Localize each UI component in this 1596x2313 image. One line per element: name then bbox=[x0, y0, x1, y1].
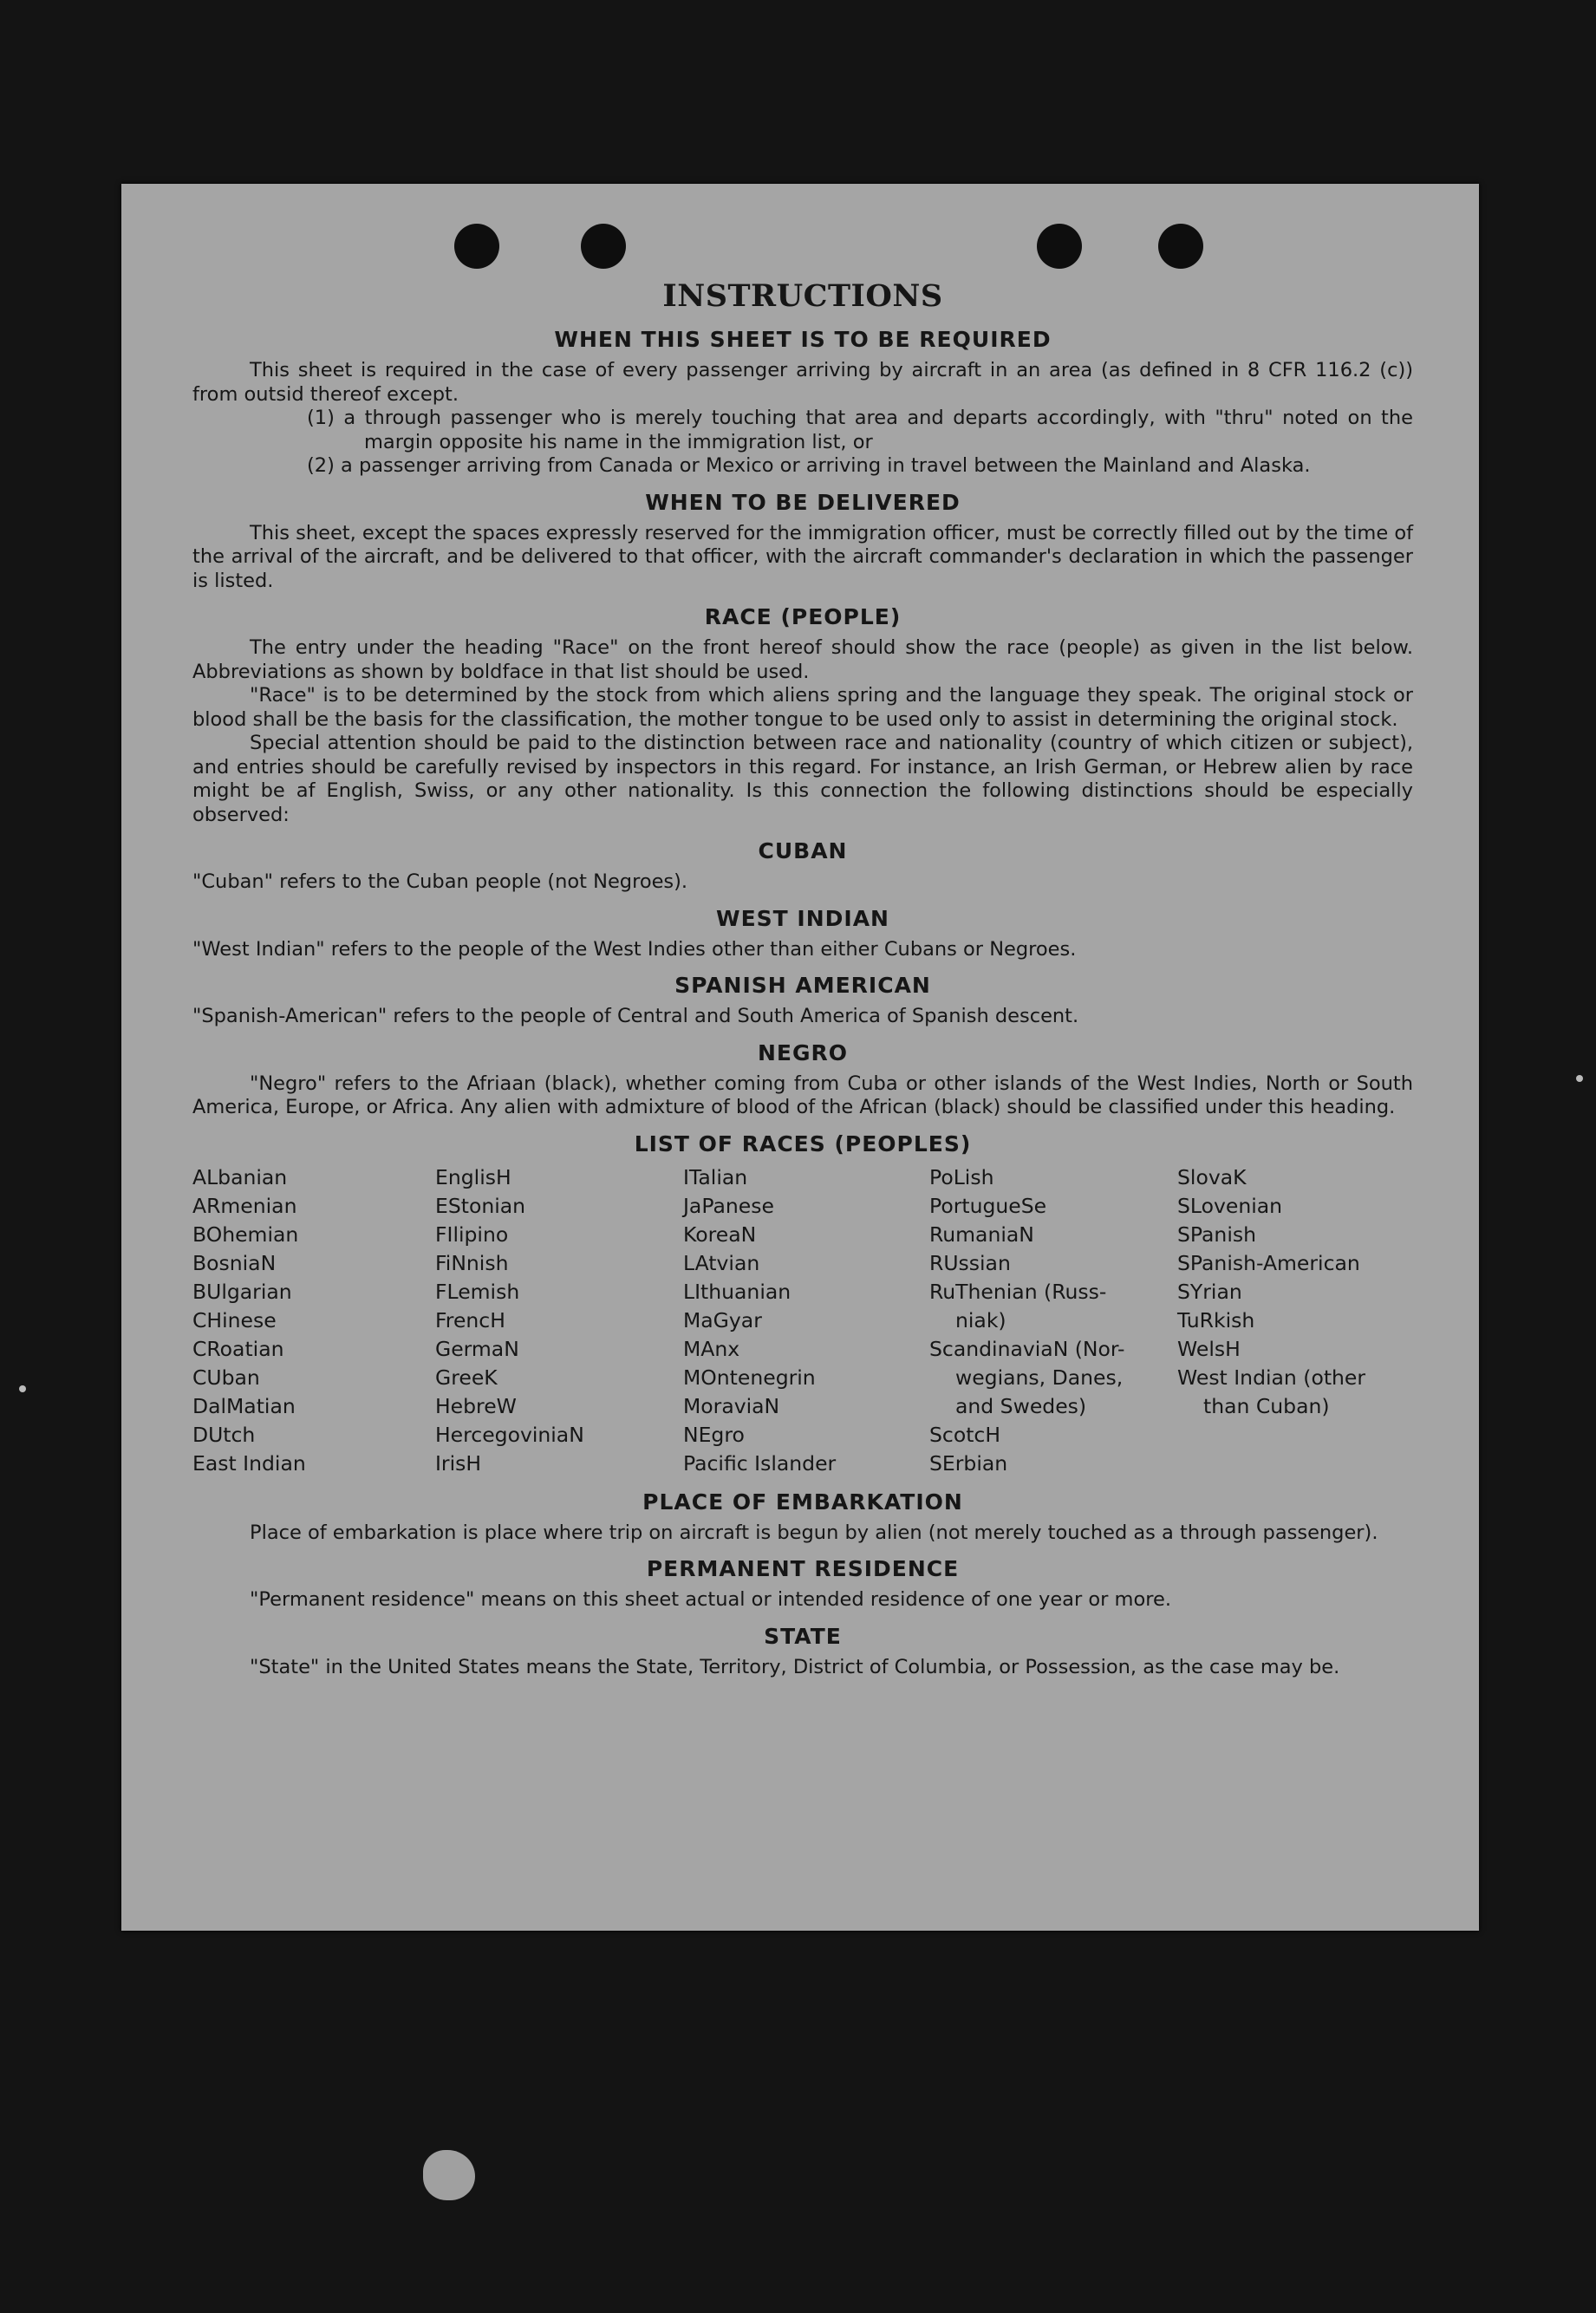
punch-hole bbox=[1037, 224, 1082, 269]
race-entry: MoraviaN bbox=[683, 1393, 780, 1418]
race-entry: FLemish bbox=[435, 1279, 520, 1304]
race-entry: ALbanian bbox=[192, 1164, 288, 1189]
races-column-3 bbox=[683, 1163, 929, 1478]
race-entry: SLovenian bbox=[1177, 1193, 1283, 1218]
race-entry: LAtvian bbox=[683, 1250, 760, 1275]
race-entry: FIlipino bbox=[435, 1222, 509, 1247]
heading-race: RACE (PEOPLE) bbox=[704, 604, 902, 629]
heading-negro: NEGRO bbox=[757, 1039, 849, 1065]
race-entry: MaGyar bbox=[683, 1307, 762, 1332]
cuban-text: "Cuban" refers to the Cuban people (not Negroes). bbox=[192, 870, 688, 893]
punch-hole bbox=[581, 224, 626, 269]
instructions-content bbox=[192, 277, 1413, 1679]
race-entry: EnglisH bbox=[435, 1164, 511, 1189]
heading-residence: PERMANENT RESIDENCE bbox=[646, 1556, 960, 1581]
race-entry: SErbian bbox=[929, 1450, 1008, 1476]
residence-text: "Permanent residence" means on this sheet actual or intended residence of one year or more. bbox=[250, 1588, 1171, 1611]
race-entry: SPanish bbox=[1177, 1222, 1256, 1247]
heading-state: STATE bbox=[764, 1623, 842, 1649]
race-entry: ITalian bbox=[683, 1164, 748, 1189]
race-entry: than Cuban) bbox=[1203, 1393, 1330, 1418]
race-entry: KoreaN bbox=[683, 1222, 757, 1247]
race-entry: CUban bbox=[192, 1365, 260, 1390]
race-entry: GermaN bbox=[435, 1336, 519, 1361]
race-entry: BUlgarian bbox=[192, 1279, 292, 1304]
heading-cuban: CUBAN bbox=[758, 838, 848, 863]
race-entry: IrisH bbox=[435, 1450, 482, 1476]
film-stain bbox=[423, 2150, 475, 2200]
race-entry: CRoatian bbox=[192, 1336, 284, 1361]
race-entry: RuThenian (Russ- bbox=[929, 1279, 1107, 1304]
race-entry: HercegoviniaN bbox=[435, 1422, 584, 1447]
page-title: INSTRUCTIONS bbox=[662, 278, 943, 314]
race-entry: and Swedes) bbox=[955, 1393, 1087, 1418]
race-entry: LIthuanian bbox=[683, 1279, 791, 1304]
race-entry: EStonian bbox=[435, 1193, 526, 1218]
races-column-1 bbox=[192, 1163, 435, 1478]
race-entry: BOhemian bbox=[192, 1222, 299, 1247]
negro-text: "Negro" refers to the Afriaan (black), whether coming from Cuba or other islands of the West Indies, North or South America, Europe, or Africa. Any alien with admixture of blood of the African (black) should be classified under this heading. bbox=[192, 1072, 1413, 1118]
required-item-1: (1) a through passenger who is merely touching that area and departs accordingly, with "thru" noted on the margin opposite his name in the immigration list, or bbox=[307, 407, 1413, 453]
race-entry: DUtch bbox=[192, 1422, 256, 1447]
required-item-2: (2) a passenger arriving from Canada or Mexico or arriving in travel between the Mainland and Alaska. bbox=[307, 454, 1311, 477]
race-entry: ARmenian bbox=[192, 1193, 297, 1218]
race-entry: FrencH bbox=[435, 1307, 505, 1332]
punch-hole bbox=[1158, 224, 1203, 269]
race-entry: BosniaN bbox=[192, 1250, 277, 1275]
heading-embarkation: PLACE OF EMBARKATION bbox=[642, 1489, 963, 1515]
race-entry: RUssian bbox=[929, 1250, 1011, 1275]
west-indian-text: "West Indian" refers to the people of the West Indies other than either Cubans or Negroes. bbox=[192, 937, 1077, 961]
races-column-5 bbox=[1177, 1163, 1413, 1478]
race-entry: SlovaK bbox=[1177, 1164, 1247, 1189]
race-entry: CHinese bbox=[192, 1307, 277, 1332]
race-entry: SPanish-American bbox=[1177, 1250, 1360, 1275]
race-entry: FiNnish bbox=[435, 1250, 509, 1275]
race-entry: ScotcH bbox=[929, 1422, 1001, 1447]
heading-required: WHEN THIS SHEET IS TO BE REQUIRED bbox=[554, 327, 1052, 352]
race-entry: RumaniaN bbox=[929, 1222, 1034, 1247]
required-intro: This sheet is required in the case of every passenger arriving by aircraft in an area (as defined in 8 CFR 116.2 (c)) from outsid thereof except. bbox=[192, 359, 1413, 406]
races-list bbox=[192, 1163, 1413, 1478]
race-entry: MOntenegrin bbox=[683, 1365, 816, 1390]
heading-west-indian: WEST INDIAN bbox=[716, 905, 889, 931]
race-entry: East Indian bbox=[192, 1450, 306, 1476]
race-entry: MAnx bbox=[683, 1336, 740, 1361]
race-entry: Pacific Islander bbox=[683, 1450, 837, 1476]
race-entry: SYrian bbox=[1177, 1279, 1242, 1304]
instruction-sheet bbox=[121, 184, 1479, 1931]
heading-list-of-races: LIST OF RACES (PEOPLES) bbox=[634, 1130, 972, 1156]
races-column-2 bbox=[435, 1163, 683, 1478]
race-entry: West Indian (other bbox=[1177, 1365, 1366, 1390]
race-paragraph-3: Special attention should be paid to the distinction between race and nationality (country of which citizen or subject), and entries should be carefully revised by inspectors in this regard. For instance, an Irish German, or Hebrew alien by race might be af English, Swiss, or any other nationality. Is this connection the following distinctions should be especially observed: bbox=[192, 732, 1413, 826]
race-entry: HebreW bbox=[435, 1393, 517, 1418]
state-text: "State" in the United States means the State, Territory, District of Columbia, or Possession, as the case may be. bbox=[250, 1655, 1340, 1678]
race-entry: PortugueSe bbox=[929, 1193, 1047, 1218]
race-entry: TuRkish bbox=[1177, 1307, 1255, 1332]
spanish-american-text: "Spanish-American" refers to the people of Central and South America of Spanish descent. bbox=[192, 1005, 1079, 1027]
race-paragraph-1: The entry under the heading "Race" on the front hereof should show the race (people) as given in the list below. Abbreviations as shown by boldface in that list should be used. bbox=[192, 636, 1413, 683]
race-entry: NEgro bbox=[683, 1422, 745, 1447]
film-speck bbox=[1576, 1075, 1583, 1082]
delivered-text: This sheet, except the spaces expressly reserved for the immigration officer, must be correctly filled out by the time of the arrival of the aircraft, and be delivered to that officer, with the aircraft commander's declaration in which the passenger is listed. bbox=[192, 521, 1414, 592]
heading-spanish-american: SPANISH AMERICAN bbox=[674, 973, 931, 998]
race-entry: DalMatian bbox=[192, 1393, 296, 1418]
race-entry: JaPanese bbox=[683, 1193, 774, 1218]
race-paragraph-2: "Race" is to be determined by the stock from which aliens spring and the language they speak. The original stock or blood shall be the basis for the classification, the mother tongue to be used only to assist in determining the original stock. bbox=[192, 684, 1413, 731]
punch-hole bbox=[454, 224, 499, 269]
races-column-4 bbox=[929, 1163, 1177, 1478]
film-speck bbox=[19, 1385, 26, 1392]
race-entry: GreeK bbox=[435, 1365, 498, 1390]
race-entry: PoLish bbox=[929, 1164, 994, 1189]
race-entry: wegians, Danes, bbox=[955, 1365, 1124, 1390]
race-entry: niak) bbox=[955, 1307, 1006, 1332]
race-entry: ScandinaviaN (Nor- bbox=[929, 1336, 1125, 1361]
embarkation-text: Place of embarkation is place where trip on aircraft is begun by alien (not merely touched as a through passenger). bbox=[250, 1521, 1378, 1544]
heading-delivered: WHEN TO BE DELIVERED bbox=[645, 489, 961, 515]
race-entry: WelsH bbox=[1177, 1336, 1241, 1361]
